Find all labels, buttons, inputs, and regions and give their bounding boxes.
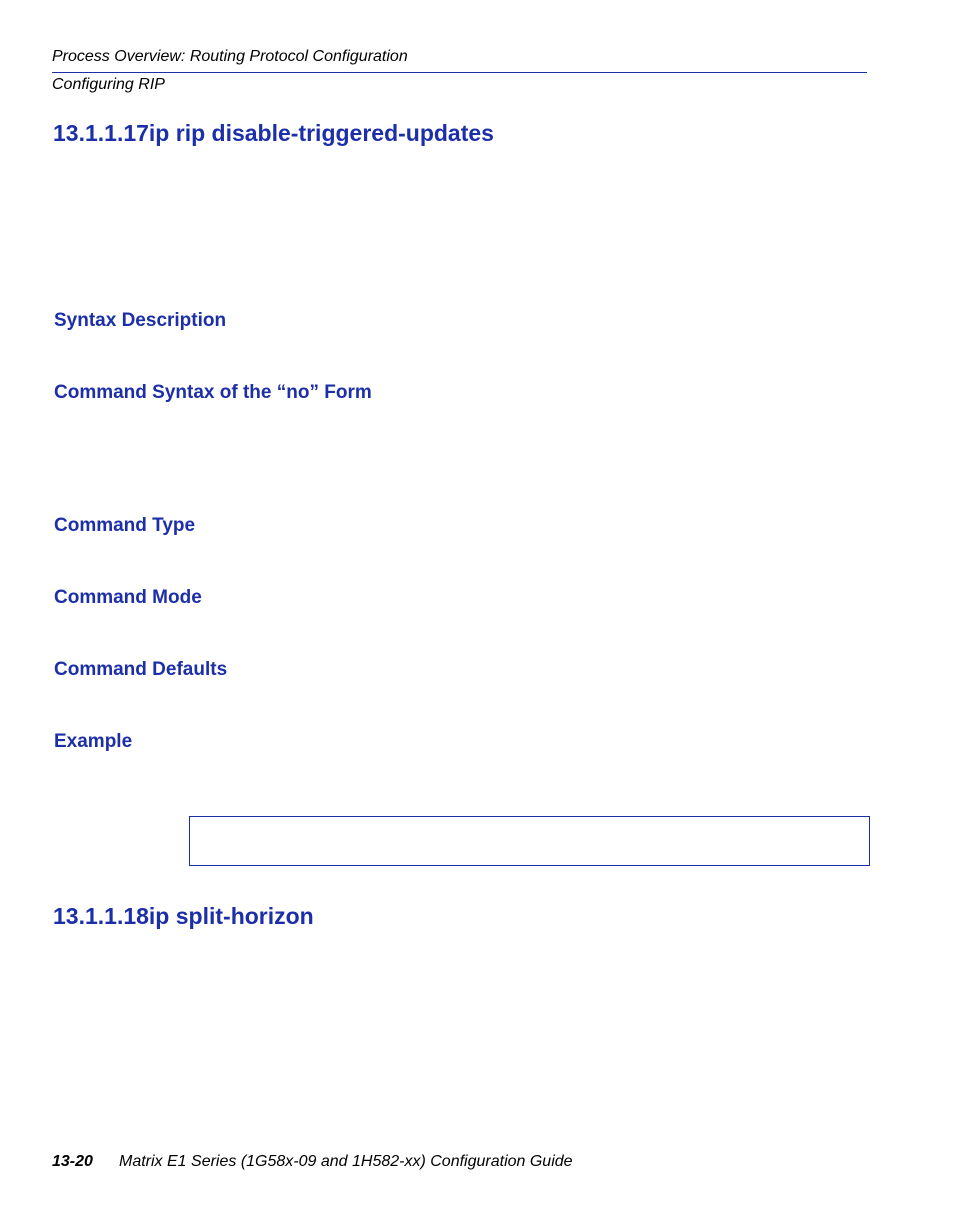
subheading-command-defaults: Command Defaults [54,659,228,680]
footer-page-number: 13-20 [52,1153,93,1170]
subheading-no-form-syntax: Command Syntax of the “no” Form [54,382,372,403]
example-code-box [189,816,870,866]
running-head-chapter: Process Overview: Routing Protocol Configuration [52,48,408,65]
subheading-command-mode: Command Mode [54,587,202,608]
running-head-section: Configuring RIP [52,76,165,93]
footer-guide-title: Matrix E1 Series (1G58x-09 and 1H582-xx) Configuration Guide [119,1153,573,1170]
subheading-syntax-description: Syntax Description [54,310,227,331]
section-title-disable-triggered-updates: 13.1.1.17ip rip disable-triggered-updates [53,120,494,146]
header-rule [52,72,867,73]
subheading-example: Example [54,731,133,752]
subheading-command-type: Command Type [54,515,196,536]
section-title-split-horizon: 13.1.1.18ip split-horizon [53,903,314,929]
